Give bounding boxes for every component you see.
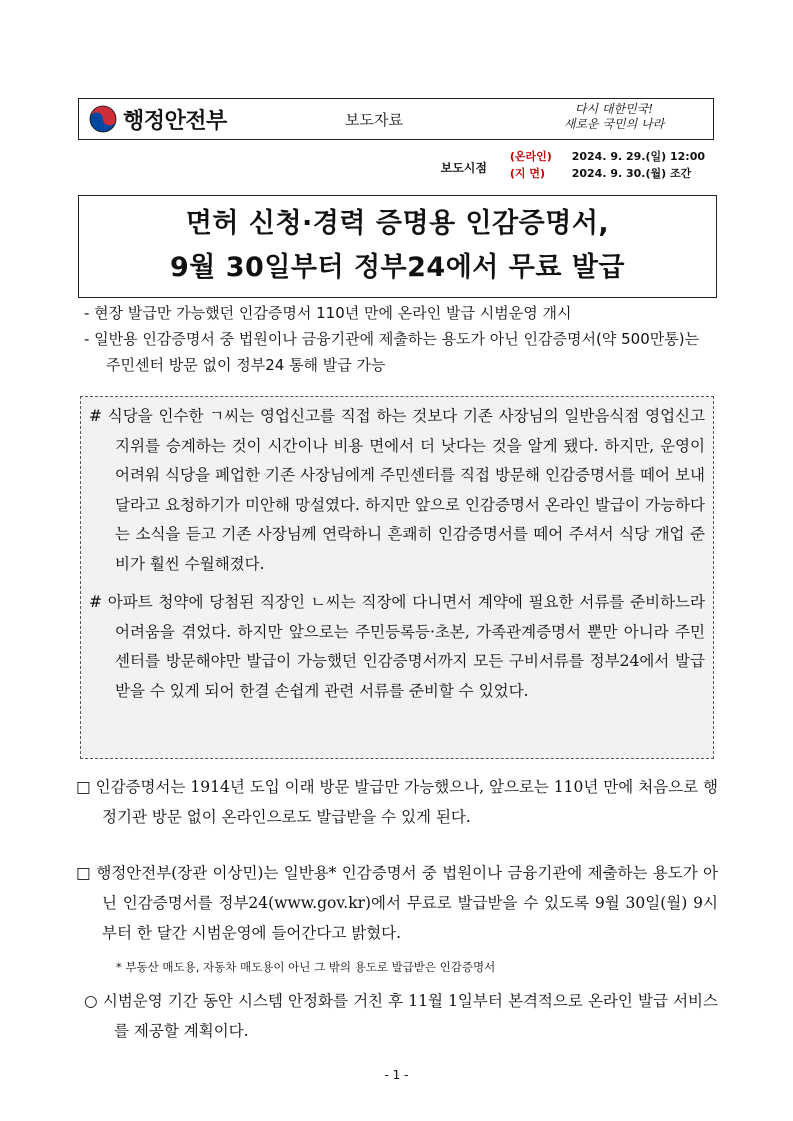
embargo-label: 보도시점 [440,161,487,175]
case-example: # 식당을 인수한 ㄱ씨는 영업신고를 직접 하는 것보다 기존 사장님의 일반음식점 영업신고 지위를 승계하는 것이 시간이나 비용 면에서 더 낫다는 것을 알게 됐다. 하지만, 운영이 어려워 식당을 폐업한 기존 사장님에게 주민센터를 직접 방문해 인감증명서를 떼어 보내달라고 요청하기가 미안해 망설였다. 하지만 앞으로 인감증명서 온라인 발급이 가능하다는 소식을 듣고 기존 사장님께 연락하니 흔쾌히 인감증명서를 떼어 주셔서 식당 개업 준비가 훨씬 수월해졌다. [89,407,705,573]
embargo-info [440,148,705,182]
page-number: - 1 - [384,1068,409,1082]
body-paragraph: □ 행정안전부(장관 이상민)는 일반용* 인감증명서 중 법원이나 금융기관에 제출하는 용도가 아닌 인감증명서를 정부24(www.gov.kr)에서 무료로 발급받을 수 있도록 9월 30일(월) 9시부터 한 달간 시범운영에 들어간다고 밝혔다. [76,864,718,942]
ministry-name: 행정안전부 [123,108,227,134]
embargo-print-tag: (지 면) [509,167,545,180]
slogan-line-1: 다시 대한민국! [574,102,654,116]
headline-line-2: 9월 30일부터 정부24에서 무료 발급 [169,252,626,283]
case-example: # 아파트 청약에 당첨된 직장인 ㄴ씨는 직장에 다니면서 계약에 필요한 서류를 준비하느라 어려움을 겪었다. 하지만 앞으로는 주민등록등·초본, 가족관계증명서 뿐만 아니라 주민센터를 방문해야만 발급이 가능했던 인감증명서까지 모든 구비서류를 정부24에서 발급받을 수 있게 되어 한결 손쉽게 관련 서류를 준비할 수 있었다. [89,593,705,700]
press-release-label: 보도자료 [345,111,403,129]
case-example-box [80,396,714,759]
embargo-online-row [510,148,705,165]
headline-line-1: 면허 신청·경력 증명용 인감증명서, [185,208,610,239]
embargo-print-time: 2024. 9. 30.(월) 조간 [571,167,692,180]
subtitle-item: - 일반용 인감증명서 중 법원이나 금융기관에 제출하는 용도가 아닌 인감증명서(약 500만통)는 주민센터 방문 없이 정부24 통해 발급 가능 [84,330,700,374]
subtitle-item: - 현장 발급만 가능했던 인감증명서 110년 만에 온라인 발급 시범운영 개시 [84,304,572,322]
detail-paragraph: ○ 시범운영 기간 동안 시스템 안정화를 거친 후 11월 1일부터 본격적으로 온라인 발급 서비스를 제공할 계획이다. [84,992,718,1040]
slogan-line-2: 새로운 국민의 나라 [563,117,665,131]
taegeuk-icon [89,105,117,133]
embargo-print-row [510,165,705,182]
subtitle-list [84,300,717,378]
headline-box [78,195,717,298]
slogan [539,102,689,132]
footnote: * 부동산 매도용, 자동차 매도용이 아닌 그 밖의 용도로 발급받은 인감증명서 [116,960,496,974]
ministry-logo [89,104,227,134]
embargo-online-time: 2024. 9. 29.(일) 12:00 [571,150,705,163]
body-paragraph: □ 인감증명서는 1914년 도입 이래 방문 발급만 가능했으나, 앞으로는 110년 만에 처음으로 행정기관 방문 없이 온라인으로도 발급받을 수 있게 된다. [76,778,718,826]
embargo-online-tag: (온라인) [509,150,552,163]
press-release-header [78,98,714,140]
